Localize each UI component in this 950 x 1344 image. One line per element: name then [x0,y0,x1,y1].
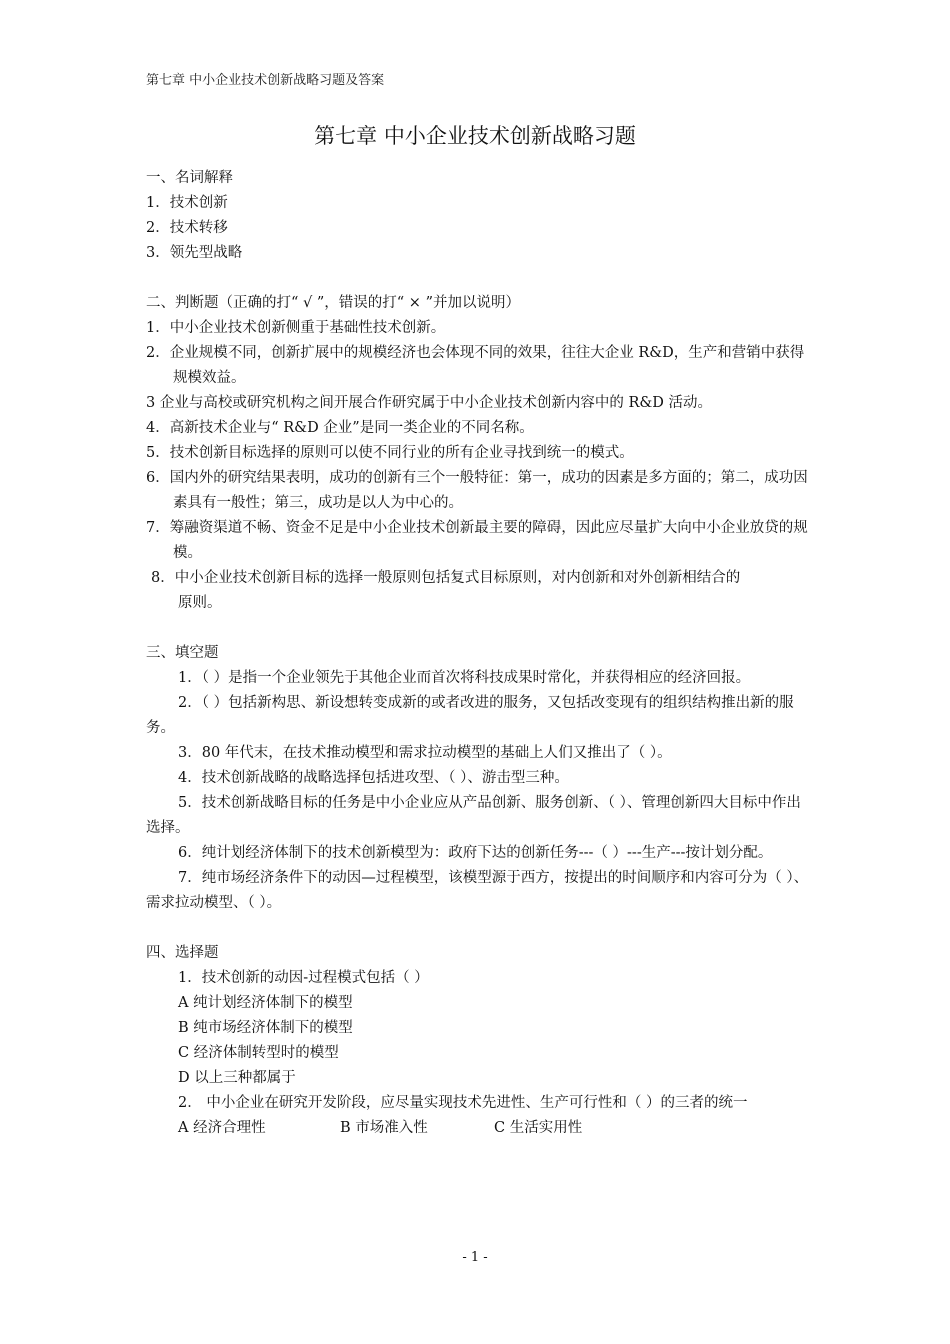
section-heading-multiple-choice: 四、选择题 [146,945,219,961]
spacer [146,266,810,291]
spacer [146,916,810,941]
question-item: 4．高新技术企业与“ R&D 企业”是同一类企业的不同名称。 [146,420,534,436]
spacer [146,616,810,641]
section-heading-definitions: 一、名词解释 [146,170,233,186]
question-item: 8．中小企业技术创新目标的选择一般原则包括复式目标原则，对内创新和对外创新相结合的原则。 [151,570,741,611]
page-number: - 1 - [462,1250,488,1265]
choice-option: A 经济合理性 [178,1120,266,1136]
question-stem: 1．技术创新的动因-过程模式包括（ ） [178,970,429,986]
document-body [146,166,810,1141]
question-item: 3．80 年代末，在技术推动模型和需求拉动模型的基础上人们又推出了（ ）。 [178,745,672,761]
question-item: 2．（ ）包括新构思、新设想转变成新的或者改进的服务，又包括改变现有的组织结构推出新的服务。 [146,695,794,736]
list-item: 1．技术创新 [146,195,228,211]
choice-option: B 市场准入性 [340,1120,428,1136]
question-item: 5．技术创新战略目标的任务是中小企业应从产品创新、服务创新、（ ）、管理创新四大目标中作出选择。 [146,795,801,836]
question-item: 3 企业与高校或研究机构之间开展合作研究属于中小企业技术创新内容中的 R&D 活动。 [146,395,712,411]
question-item: 7．纯市场经济条件下的动因—过程模型，该模型源于西方，按提出的时间顺序和内容可分为（ ）、需求拉动模型、（ ）。 [146,870,809,911]
running-header: 第七章 中小企业技术创新战略习题及答案 [146,73,385,88]
question-item: 2．企业规模不同，创新扩展中的规模经济也会体现不同的效果，往往大企业 R&D，生产和营销中获得规模效益。 [146,345,805,386]
choice-option: D 以上三种都属于 [178,1070,296,1086]
choice-options-row [146,1116,810,1141]
question-item: 1．中小企业技术创新侧重于基础性技术创新。 [146,320,446,336]
question-item: 7．筹融资渠道不畅、资金不足是中小企业技术创新最主要的障碍，因此应尽量扩大向中小企业放贷的规模。 [146,520,808,561]
question-item: 1．（ ）是指一个企业领先于其他企业而首次将科技成果时常化，并获得相应的经济回报。 [178,670,751,686]
question-item: 5．技术创新目标选择的原则可以使不同行业的所有企业寻找到统一的模式。 [146,445,634,461]
choice-option: A 纯计划经济体制下的模型 [178,995,353,1011]
question-item: 4．技术创新战略的战略选择包括进攻型、（ ）、游击型三种。 [178,770,569,786]
question-item: 6．国内外的研究结果表明，成功的创新有三个一般特征：第一，成功的因素是多方面的；第二，成功因素具有一般性；第三，成功是以人为中心的。 [146,470,808,511]
page-title: 第七章 中小企业技术创新战略习题 [314,124,636,148]
choice-option: B 纯市场经济体制下的模型 [178,1020,353,1036]
question-stem: 2． 中小企业在研究开发阶段，应尽量实现技术先进性、生产可行性和（ ）的三者的统一 [178,1095,748,1111]
question-item: 6．纯计划经济体制下的技术创新模型为：政府下达的创新任务---（ ）---生产---按计划分配。 [178,845,773,861]
list-item: 3．领先型战略 [146,245,243,261]
section-heading-fill-blank: 三、填空题 [146,645,219,661]
list-item: 2．技术转移 [146,220,228,236]
section-heading-true-false: 二、判断题（正确的打“ √ ”，错误的打“ × ”并加以说明） [146,295,520,311]
choice-option: C 生活实用性 [494,1120,583,1136]
choice-option: C 经济体制转型时的模型 [178,1045,339,1061]
